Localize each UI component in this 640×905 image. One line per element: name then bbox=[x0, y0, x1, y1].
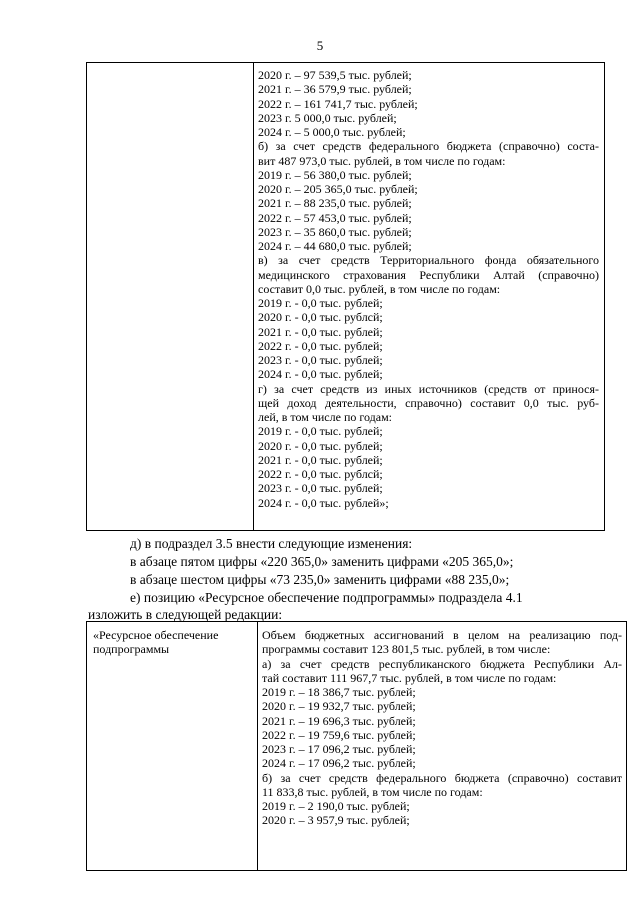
table-text-line: а) за счет средств республиканского бюджета Республики Ал- bbox=[262, 656, 622, 671]
table-text-line: 2023 г. – 17 096,2 тыс. рублей; bbox=[262, 742, 416, 756]
body-paragraph: д) в подраздел 3.5 внести следующие изменения: bbox=[130, 536, 413, 551]
table-text-line: 2021 г. - 0,0 тыс. рублей; bbox=[258, 324, 383, 339]
body-paragraph: в абзаце шестом цифры «73 235,0» заменить цифрами «88 235,0»; bbox=[130, 572, 510, 587]
table-text-line: 2023 г. - 0,0 тыс. рублей; bbox=[258, 353, 383, 367]
table-text-line: 2023 г. - 0,0 тыс. рублей; bbox=[258, 481, 383, 496]
table-text-line: 2021 г. – 88 235,0 тыс. рублей; bbox=[258, 196, 412, 211]
table-text-line: 2021 г. – 19 696,3 тыс. рублей; bbox=[262, 713, 416, 728]
table-text-line: 2021 г. – 36 579,9 тыс. рублей; bbox=[258, 82, 412, 97]
table-text-line: 2022 г. – 57 453,0 тыс. рублей; bbox=[258, 210, 412, 225]
table-text-line: медицинского страхования Республики Алтай (справочно) bbox=[258, 267, 599, 282]
resource-table-new bbox=[86, 621, 627, 871]
table-text-line: 2020 г. – 3 957,9 тыс. рублей; bbox=[262, 813, 410, 828]
table-text-line: «Ресурсное обеспечение bbox=[93, 628, 219, 642]
table-text-line: 2019 г. - 0,0 тыс. рублей; bbox=[258, 296, 383, 310]
page-number: 5 bbox=[316, 38, 324, 53]
table-text-line: г) за счет средств из иных источников (средств от принося- bbox=[258, 381, 599, 396]
table-text-line: 2022 г. – 19 759,6 тыс. рублей; bbox=[262, 727, 416, 742]
table-text-line: б) за счет средств федерального бюджета (справочно) соста- bbox=[258, 139, 599, 154]
table-text-line: лей, в том числе по годам: bbox=[258, 410, 393, 424]
table-text-line: 2024 г. – 17 096,2 тыс. рублей; bbox=[262, 756, 416, 771]
table-text-line: составит 0,0 тыс. рублей, в том числе по годам: bbox=[258, 281, 501, 296]
resource-table-continued bbox=[86, 62, 605, 531]
table-text-line: 2020 г. – 19 932,7 тыс. рублей; bbox=[262, 699, 416, 714]
table-right-cell bbox=[258, 68, 599, 510]
table-left-cell bbox=[93, 628, 251, 657]
table-text-line: 2024 г. - 0,0 тыс. рублей»; bbox=[258, 495, 389, 510]
table-right-cell bbox=[262, 628, 622, 828]
table-text-line: 2022 г. - 0,0 тыс. рублей; bbox=[258, 338, 383, 353]
table-text-line: щей доход деятельности, справочно) составит 0,0 тыс. руб- bbox=[258, 395, 599, 410]
table-text-line: 2020 г. – 205 365,0 тыс. рублей; bbox=[258, 182, 418, 196]
table-text-line: 2024 г. – 5 000,0 тыс. рублей; bbox=[258, 125, 406, 139]
table-text-line: 2024 г. - 0,0 тыс. рублей; bbox=[258, 367, 383, 382]
table-text-line: 2023 г. – 35 860,0 тыс. рублей; bbox=[258, 224, 412, 239]
body-paragraph: изложить в следующей редакции: bbox=[88, 607, 283, 622]
body-paragraph: в абзаце пятом цифры «220 365,0» заменить цифрами «205 365,0»; bbox=[130, 554, 514, 569]
table-text-line: б) за счет средств федерального бюджета (справочно) составит bbox=[262, 770, 622, 785]
table-text-line: Объем бюджетных ассигнований в целом на реализацию под- bbox=[262, 628, 622, 642]
table-text-line: 2022 г. – 161 741,7 тыс. рублей; bbox=[258, 96, 418, 111]
table-text-line: тай составит 111 967,7 тыс. рублей, в том числе по годам: bbox=[262, 670, 557, 685]
table-text-line: 2019 г. – 2 190,0 тыс. рублей; bbox=[262, 799, 410, 813]
table-text-line: в) за счет средств Территориального фонда обязательного bbox=[258, 253, 599, 268]
table-text-line: подпрограммы bbox=[93, 642, 170, 657]
table-text-line: 2023 г. 5 000,0 тыс. рублей; bbox=[258, 110, 397, 125]
table-text-line: 2020 г. - 0,0 тыс. рублсй; bbox=[258, 310, 383, 325]
table-text-line: 2024 г. – 44 680,0 тыс. рублей; bbox=[258, 239, 412, 253]
table-text-line: 11 833,8 тыс. рублей, в том числе по годам: bbox=[262, 784, 483, 799]
table-text-line: 2019 г. - 0,0 тыс. рублей; bbox=[258, 424, 383, 439]
table-text-line: 2020 г. – 97 539,5 тыс. рублей; bbox=[258, 68, 412, 82]
table-text-line: 2019 г. – 56 380,0 тыс. рублей; bbox=[258, 167, 412, 182]
table-column-divider bbox=[253, 63, 254, 530]
table-text-line: 2019 г. – 18 386,7 тыс. рублей; bbox=[262, 685, 416, 699]
table-text-line: вит 487 973,0 тыс. рублей, в том числе по годам: bbox=[258, 153, 506, 168]
table-text-line: программы составит 123 801,5 тыс. рублей, в том числе: bbox=[262, 642, 551, 657]
table-text-line: 2020 г. - 0,0 тыс. рублей; bbox=[258, 438, 383, 453]
table-text-line: 2021 г. - 0,0 тыс. рублей; bbox=[258, 452, 383, 467]
table-column-divider bbox=[257, 622, 258, 870]
body-paragraph: е) позицию «Ресурсное обеспечение подпрограммы» подраздела 4.1 bbox=[130, 590, 523, 605]
table-text-line: 2022 г. - 0,0 тыс. рублсй; bbox=[258, 467, 383, 481]
